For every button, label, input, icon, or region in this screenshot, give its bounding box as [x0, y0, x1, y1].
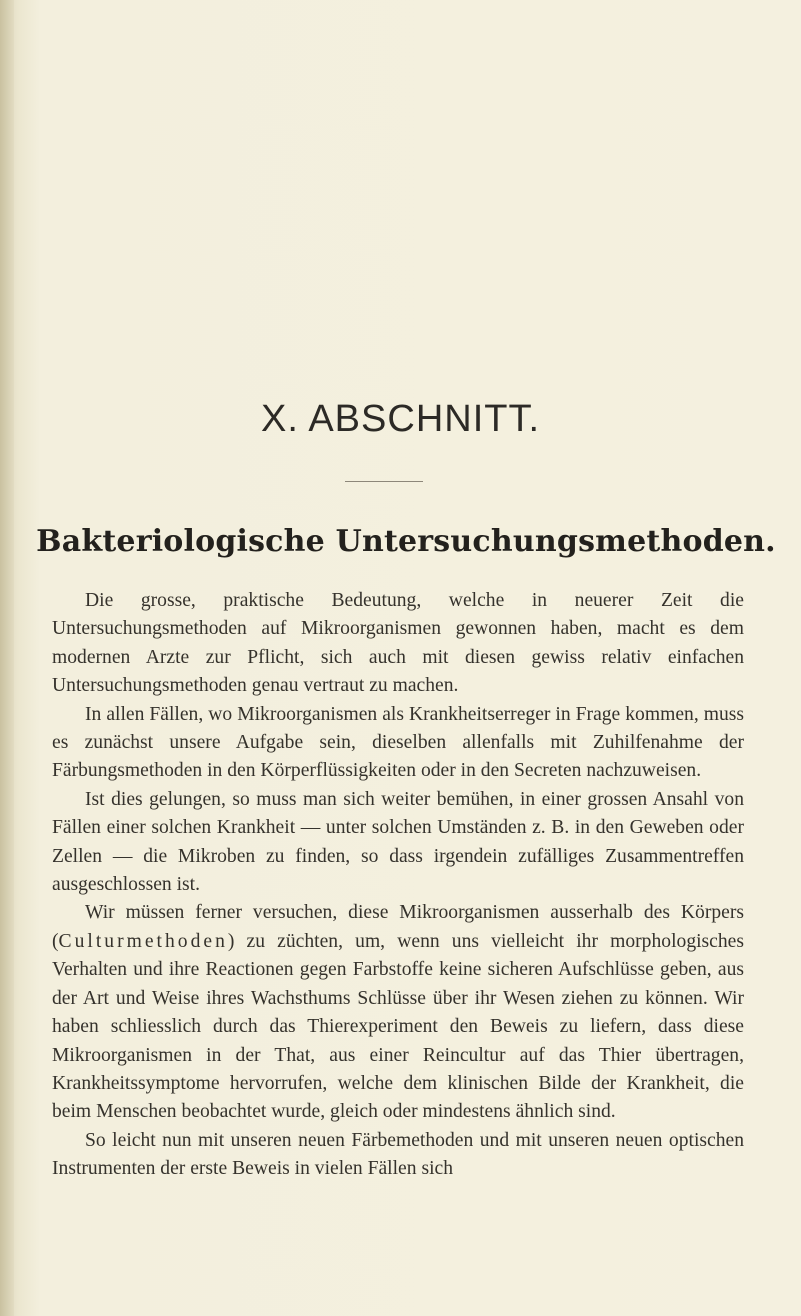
heading-divider [345, 481, 423, 482]
chapter-title: Bakteriologische Untersuchungsmethoden. [36, 524, 776, 559]
paragraph-3: Ist dies gelungen, so muss man sich weiter bemühen, in einer grossen Ansahl von Fällen einer solchen Krankheit — unter solchen Umständen z. B. in den Geweben oder Zellen — die Mikroben zu finden, so dass irgendein zufälliges Zusammentreffen ausgeschlossen ist. [52, 788, 744, 896]
section-heading: X. ABSCHNITT. [260, 398, 541, 440]
page-gutter-shadow [0, 0, 14, 1316]
body-text [52, 587, 744, 1184]
paragraph-4-part-1: Wir müssen ferner versuchen, diese Mikroorganismen ausserhalb des Körpers ( [52, 902, 744, 952]
paragraph-4-part-2: ) zu züchten, um, wenn uns vielleicht ihr morphologisches Verhalten und ihre Reactionen gegen Farbstoffe keine sicheren Aufschlüsse geben, aus der Art und Weise ihres Wachsthums Schlüsse über ihr Wesen ziehen zu können. Wir haben schliesslich durch das Thierexperiment den Beweis zu liefern, dass diese Mikroorganismen in der That, aus einer Reincultur auf das Thier übertragen, Krankheitssymptome hervorrufen, welche dem klinischen Bilde der Krankheit, die beim Menschen beobachtet wurde, gleich oder mindestens ähnlich sind. [52, 930, 744, 1123]
paragraph-4 [52, 899, 744, 1126]
paragraph-2: In allen Fällen, wo Mikroorganismen als Krankheitserreger in Frage kommen, muss es zunächst unsere Aufgabe sein, dieselben allenfalls mit Zuhilfenahme der Färbungsmethoden in den Körperflüssigkeiten oder in den Secreten nachzuweisen. [52, 703, 744, 782]
paragraph-5: So leicht nun mit unseren neuen Färbemethoden und mit unseren neuen optischen Instrumenten der erste Beweis in vielen Fällen sich [52, 1129, 744, 1180]
paragraph-1: Die grosse, praktische Bedeutung, welche in neuerer Zeit die Untersuchungsmethoden auf Mikroorganismen gewonnen haben, macht es dem modernen Arzte zur Pflicht, sich auch mit diesen gewiss relativ einfachen Untersuchungsmethoden genau vertraut zu machen. [52, 590, 744, 697]
spaced-term-culturmethoden: Culturmethoden [58, 930, 228, 952]
